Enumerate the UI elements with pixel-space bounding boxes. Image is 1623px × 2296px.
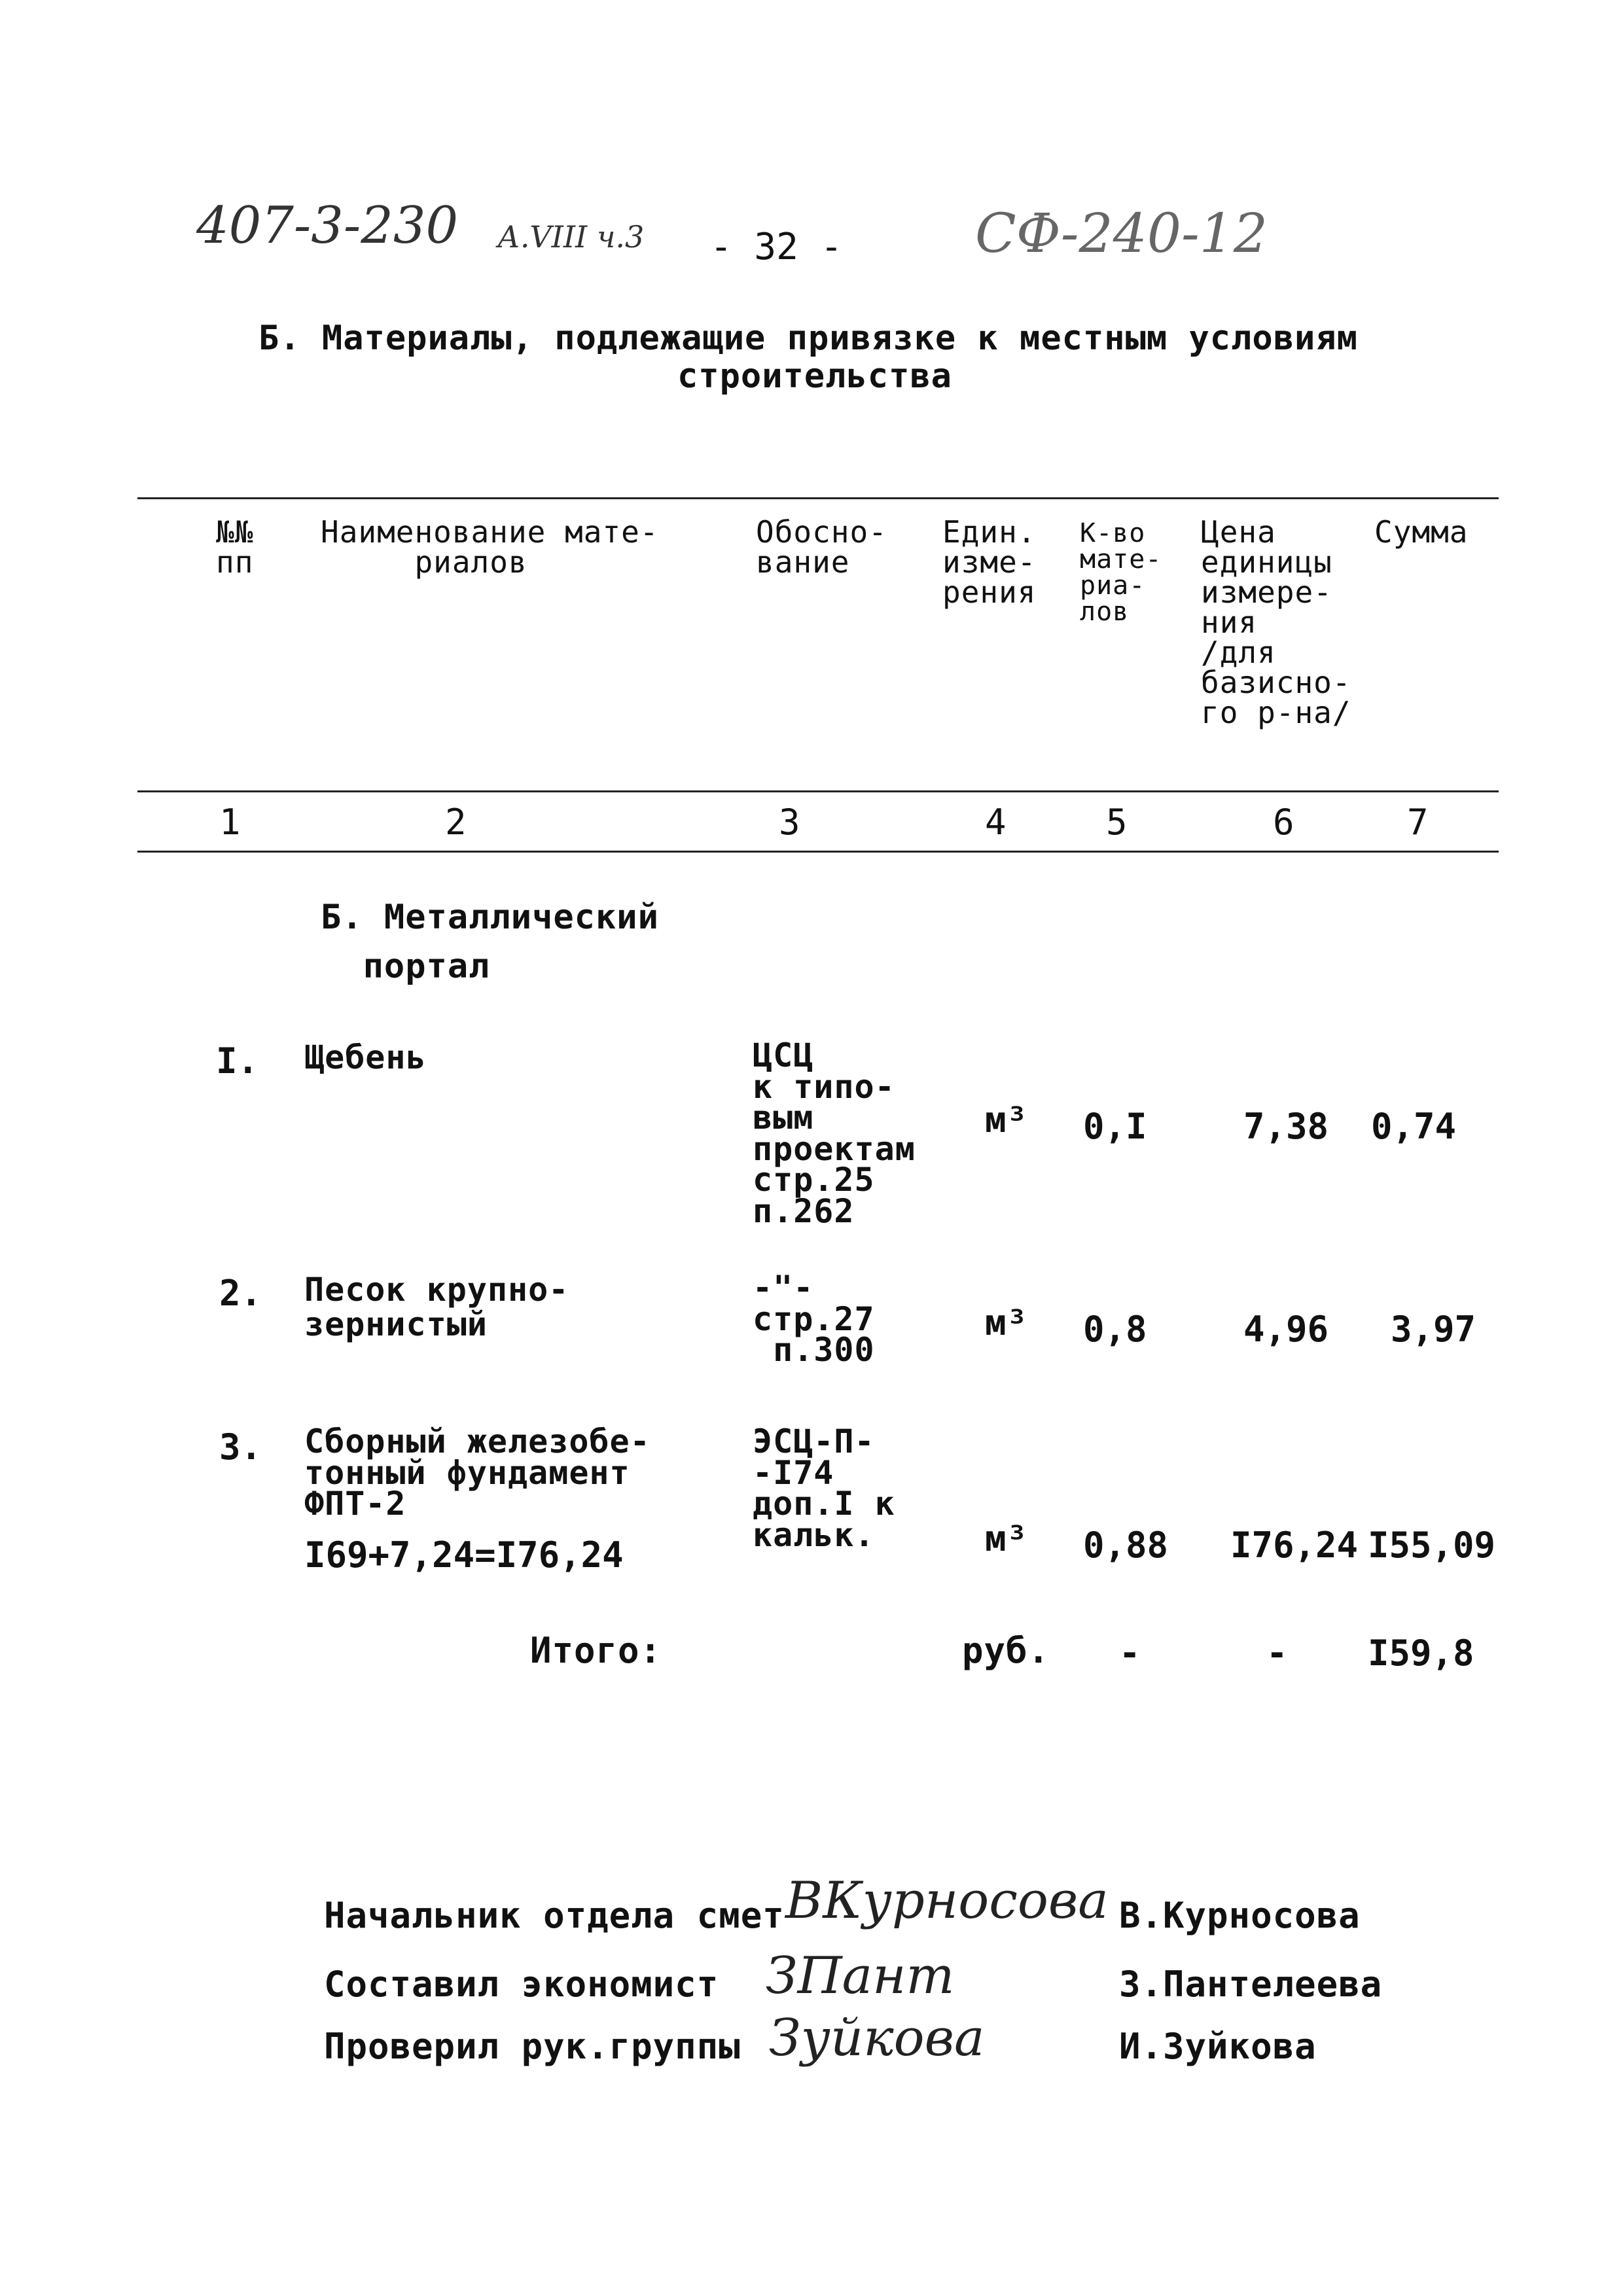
section-title-line2: строительства [677,357,952,396]
row-2-number: 2. [219,1273,262,1314]
row-1-qty: 0,I [1083,1106,1147,1147]
row-3-basis: ЭСЦ-П- -I74 доп.I к кальк. [753,1422,895,1554]
row-2-sum: 3,97 [1391,1309,1476,1350]
table-top-rule [137,497,1499,499]
row-2-basis: -"- стр.27 п.300 [753,1269,875,1369]
header-bottom-rule [137,790,1499,792]
signature-name-2: З.Пантелеева [1119,1964,1383,2005]
row-1-unit: м³ [985,1099,1028,1140]
column-number-7: 7 [1407,802,1429,843]
row-2-unit: м³ [985,1302,1028,1343]
stamp-code: СФ-240-12 [975,203,1268,265]
header-col-sum: Сумма [1374,514,1469,550]
column-number-6: 6 [1273,802,1294,843]
header-col-unit: Един. изме- рения [942,514,1037,610]
signature-role-2: Составил экономист [324,1964,719,2005]
row-1-price: 7,38 [1243,1106,1329,1147]
signature-1: ВКурносова [785,1871,1109,1930]
row-2-name: Песок крупно- зернистый [304,1271,569,1343]
row-3-sum: I55,09 [1368,1525,1496,1566]
header-col-price: Цена единицы измере- ния /для базисно- го р-на/ [1201,514,1351,730]
total-label: Итого: [530,1630,662,1671]
signature-role-1: Начальник отдела смет [324,1895,785,1936]
row-2-qty: 0,8 [1083,1309,1147,1350]
document-code: 407-3-230 [196,196,459,255]
row-1-sum: 0,74 [1371,1106,1457,1147]
signature-3: Зуйкова [769,2009,985,2068]
row-3-qty: 0,88 [1083,1525,1169,1566]
row-2-price: 4,96 [1243,1309,1329,1350]
column-number-3: 3 [779,802,800,843]
section-title-line1: Б. Материалы, подлежащие привязке к местным условиям [259,319,1358,358]
total-price: - [1266,1633,1288,1674]
header-col-number: №№ пп [216,514,254,580]
column-number-2: 2 [445,802,467,843]
total-sum: I59,8 [1368,1633,1474,1674]
album-ref: А.VIII ч.3 [497,219,645,255]
column-numbers-bottom-rule [137,851,1499,853]
signature-2: ЗПант [766,1947,955,2005]
total-qty: - [1119,1633,1141,1674]
column-number-1: 1 [219,802,241,843]
row-3-number: 3. [219,1426,262,1468]
page-number: - 32 - [710,226,843,268]
signature-name-3: И.Зуйкова [1119,2026,1317,2067]
column-number-5: 5 [1106,802,1128,843]
row-3-price: I76,24 [1230,1525,1359,1566]
row-3-unit: м³ [985,1518,1028,1559]
header-col-basis: Обосно- вание [756,514,887,580]
row-1-basis: ЦСЦ к типо- вым проектам стр.25 п.262 [753,1036,916,1230]
total-unit: руб. [962,1630,1050,1671]
header-col-qty: К-во мате- риа- лов [1080,518,1162,627]
signature-role-3: Проверил рук.группы [324,2026,741,2067]
row-1-number: I. [216,1040,259,1082]
row-3-calc: I69+7,24=I76,24 [304,1534,624,1576]
row-1-name: Щебень [304,1038,427,1076]
header-col-name: Наименование мате- риалов [321,514,659,580]
column-number-4: 4 [985,802,1007,843]
row-3-name: Сборный железобе- тонный фундамент ФПТ-2 [304,1422,651,1523]
group-title: Б. Металлический портал [321,898,659,987]
signature-name-1: В.Курносова [1119,1895,1361,1936]
